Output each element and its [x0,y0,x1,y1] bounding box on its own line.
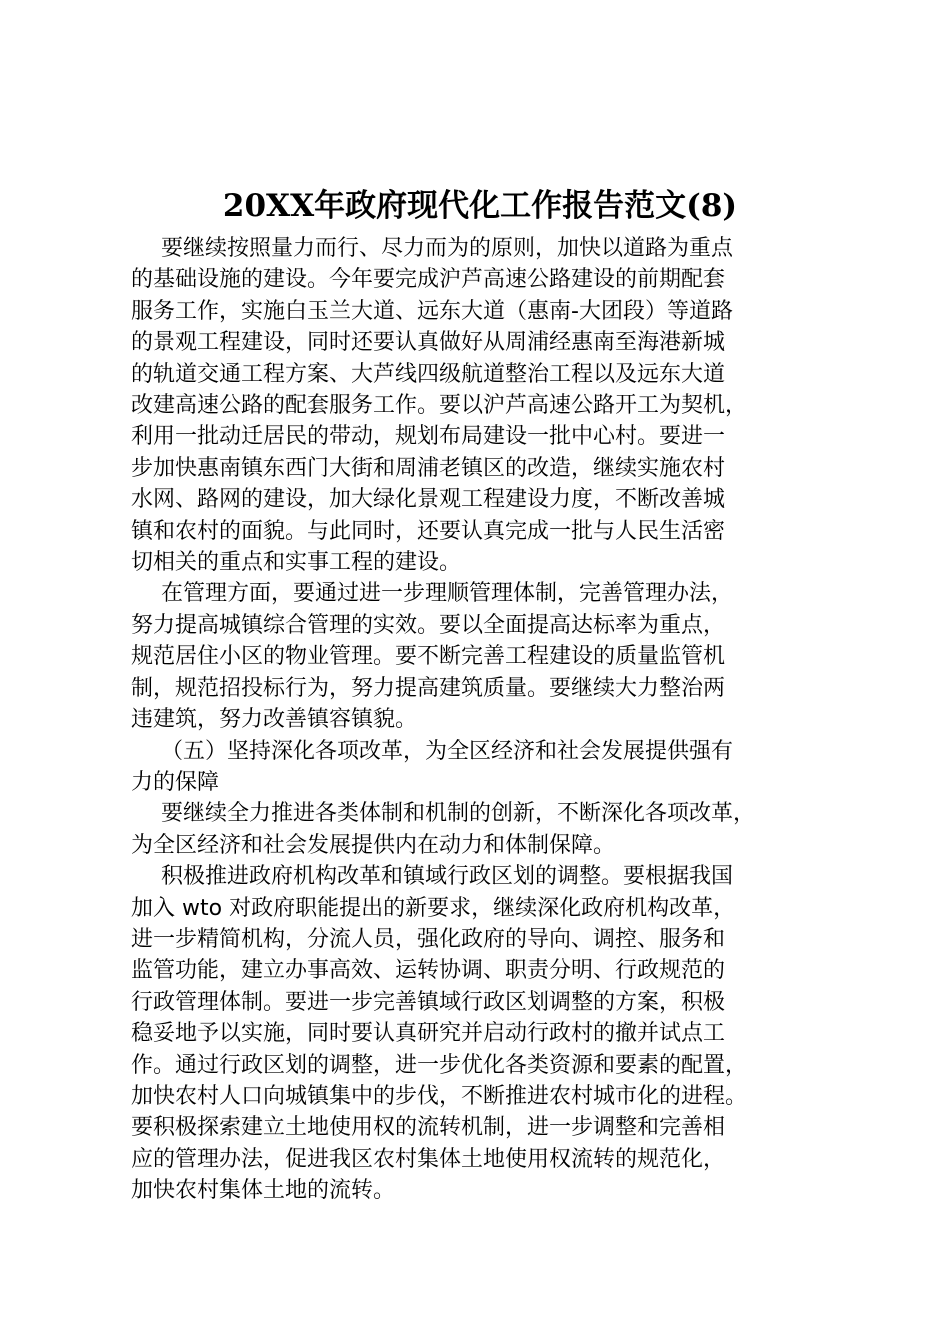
paragraph-government-restructuring [131,861,839,1206]
paragraph-management [131,578,839,735]
text-line: 改建高速公路的配套服务工作。要以沪芦高速公路开工为契机， [131,393,748,419]
text-line: （五）坚持深化各项改革，为全区经济和社会发展提供强有 [161,738,734,764]
text-line: 作。通过行政区划的调整，进一步优化各类资源和要素的配置， [131,1052,748,1078]
text-line: 要积极探索建立土地使用权的流转机制，进一步调整和完善相 [131,1115,726,1141]
text-line: 要继续按照量力而行、尽力而为的原则，加快以道路为重点 [161,236,734,261]
text-line: 水网、路网的建设，加大绿化景观工程建设力度，不断改善城 [131,487,726,513]
text-line: 违建筑，努力改善镇容镇貌。 [131,707,418,733]
paragraph-infrastructure [131,233,839,578]
text-line: 在管理方面，要通过进一步理顺管理体制，完善管理办法， [161,581,734,607]
text-line: 利用一批动迁居民的带动，规划布局建设一批中心村。要进一 [131,424,726,450]
section-heading-reform [131,736,839,799]
text-line: 监管功能，建立办事高效、运转协调、职责分明、行政规范的 [131,958,726,984]
text-line: 应的管理办法，促进我区农村集体土地使用权流转的规范化， [131,1146,726,1172]
text-line: 制，规范招投标行为，努力提高建筑质量。要继续大力整治两 [131,675,726,701]
paragraph-reform-intro [131,798,839,861]
text-line: 行政管理体制。要进一步完善镇域行政区划调整的方案，积极 [131,989,726,1015]
text-line: 稳妥地予以实施，同时要认真研究并启动行政村的撤并试点工 [131,1021,726,1047]
text-line: 加快农村人口向城镇集中的步伐，不断推进农村城市化的进程。 [131,1083,748,1109]
text-line: 切相关的重点和实事工程的建设。 [131,550,462,576]
text-line: 进一步精简机构，分流人员，强化政府的导向、调控、服务和 [131,926,726,952]
text-line: 积极推进政府机构改革和镇域行政区划的调整。要根据我国 [161,864,734,890]
document-title: 20XX年政府现代化工作报告范文(8) [222,188,738,224]
text-line: 的基础设施的建设。今年要完成沪芦高速公路建设的前期配套 [131,267,726,293]
text-line: 镇和农村的面貌。与此同时，还要认真完成一批与人民生活密 [131,518,726,544]
text-line: 的景观工程建设，同时还要认真做好从周浦经惠南至海港新城 [131,330,726,356]
text-line: 步加快惠南镇东西门大街和周浦老镇区的改造，继续实施农村 [131,455,726,481]
document-body [131,233,839,1207]
text-line: 服务工作，实施白玉兰大道、远东大道（惠南-大团段）等道路 [131,298,733,324]
text-line: 规范居住小区的物业管理。要不断完善工程建设的质量监管机 [131,644,726,670]
text-line: 为全区经济和社会发展提供内在动力和体制保障。 [131,832,616,858]
text-line: 要继续全力推进各类体制和机制的创新，不断深化各项改革， [161,801,756,827]
text-line: 力的保障 [131,769,220,795]
text-line: 加入 wto 对政府职能提出的新要求，继续深化政府机构改革， [131,895,736,921]
text-line: 的轨道交通工程方案、大芦线四级航道整治工程以及远东大道 [131,361,726,387]
text-line: 加快农村集体土地的流转。 [131,1178,396,1204]
text-line: 努力提高城镇综合管理的实效。要以全面提高达标率为重点， [131,612,726,638]
